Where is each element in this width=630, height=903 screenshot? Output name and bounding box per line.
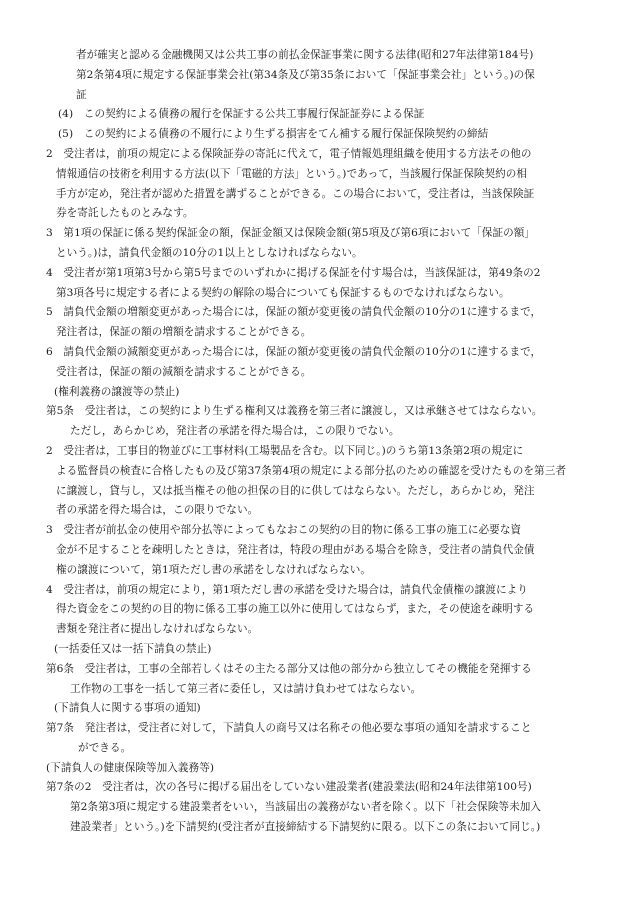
paragraph-line: 2 受注者は，前項の規定による保険証券の寄託に代えて，電子情報処理組織を使用する方法その他の [46, 147, 532, 160]
paragraph-line: 者の承諾を得た場合は，この限りでない。 [56, 504, 259, 517]
text-line: 第2条第4項に規定する保証事業会社(第34条及び第35条において「保証事業会社」という。)の保 [76, 68, 535, 81]
document-page [46, 46, 591, 838]
paragraph-line: 手方が定め，発注者が認めた措置を講ずることができる。この場合において，受注者は，当該保険証 [56, 187, 535, 200]
paragraph-line: 5 請負代金額の増額変更があった場合には，保証の額が変更後の請負代金額の10分の1に達するまで， [46, 306, 542, 319]
paragraph-line: 3 第1項の保証に係る契約保証金の額，保証金額又は保険金額(第5項及び第6項において「保証の額」 [46, 227, 536, 240]
paragraph-line: 書類を発注者に提出しなければならない。 [56, 623, 259, 636]
section-heading: (権利義務の譲渡等の禁止) [54, 385, 180, 398]
article-line: 第7条 発注者は，受注者に対して，下請負人の商号又は名称その他必要な事項の通知を請求すること [46, 722, 532, 735]
paragraph-line: 権の譲渡について，第1項ただし書の承諾をしなければならない。 [56, 563, 372, 576]
section-heading: (一括委任又は一括下請負の禁止) [54, 642, 212, 655]
paragraph-line: 得た資金をこの契約の目的物に係る工事の施工以外に使用してはならず，また，その使途を疎明する [56, 603, 535, 616]
paragraph-line: よる監督員の検査に合格したもの及び第37条第4項の規定による部分払のための確認を受けたものを第三者 [56, 464, 566, 477]
text-line: 証 [76, 88, 87, 101]
text-line: 者が確実と認める金融機関又は公共工事の前払金保証事業に関する法律(昭和27年法律第184号) [76, 49, 534, 61]
section-heading: (下請負人の健康保険等加入義務等) [46, 761, 215, 774]
paragraph-line: 4 受注者が第1項第3号から第5号までのいずれかに掲げる保証を付す場合は，当該保証は，第49条の2 [46, 266, 541, 279]
article-line: 第2条第3項に規定する建設業者をいい，当該届出の義務がない者を除く。以下「社会保険等未加入 [70, 801, 542, 814]
paragraph-line: 6 請負代金額の減額変更があった場合には，保証の額が変更後の請負代金額の10分の1に達するまで， [46, 345, 542, 358]
paragraph-line: 4 受注者は，前項の規定により，第1項ただし書の承諾を受けた場合は，請負代金債権の譲渡により [46, 583, 528, 596]
list-item: (4) この契約による債務の履行を保証する公共工事履行保証証券による保証 [58, 108, 425, 121]
article-line: 第5条 受注者は，この契約により生ずる権利又は義務を第三者に譲渡し，又は承継させてはならない。 [46, 405, 543, 418]
paragraph-line: に譲渡し，貸与し，又は抵当権その他の担保の目的に供してはならない。ただし，あらかじめ，発注 [56, 484, 535, 497]
paragraph-line: 金が不足することを疎明したときは，発注者は，特段の理由がある場合を除き，受注者の請負代金債 [56, 543, 535, 556]
list-item: (5) この契約による債務の不履行により生ずる損害をてん補する履行保証保険契約の締結 [58, 128, 489, 141]
paragraph-line: という。)は，請負代金額の10分の1以上としなければならない。 [56, 246, 363, 259]
paragraph-line: 3 受注者が前払金の使用や部分払等によってもなおこの契約の目的物に係る工事の施工に必要な資 [46, 524, 522, 537]
paragraph-line: 2 受注者は，工事目的物並びに工事材料(工場製品を含む。以下同じ。)のうち第13条第2項の規定に [46, 444, 524, 457]
article-line: ただし，あらかじめ，発注者の承諾を得た場合は，この限りでない。 [70, 425, 400, 438]
paragraph-line: 受注者は，保証の額の減額を請求することができる。 [56, 365, 312, 378]
article-line: 工作物の工事を一括して第三者に委任し，又は請け負わせてはならない。 [70, 682, 422, 695]
section-heading: (下請負人に関する事項の通知) [54, 702, 201, 715]
article-line: 建設業者」という。)を下請契約(受注者が直接締結する下請契約に限る。以下この条において同じ。) [70, 821, 541, 834]
article-line: 第7条の2 受注者は，次の各号に掲げる届出をしていない建設業者(建設業法(昭和24年法律第100号) [46, 781, 532, 794]
paragraph-line: 発注者は，保証の額の増額を請求することができる。 [56, 326, 312, 339]
paragraph-line: 第3項各号に規定する者による契約の解除の場合についても保証するものでなければならない。 [56, 286, 510, 299]
article-line: 第6条 受注者は，工事の全部若しくはその主たる部分又は他の部分から独立してその機能を発揮する [46, 662, 532, 675]
paragraph-line: 券を寄託したものとみなす。 [56, 207, 194, 220]
article-line: ができる。 [78, 741, 132, 754]
paragraph-line: 情報通信の技術を利用する方法(以下「電磁的方法」という。)であって，当該履行保証保険契約の相 [56, 167, 528, 180]
